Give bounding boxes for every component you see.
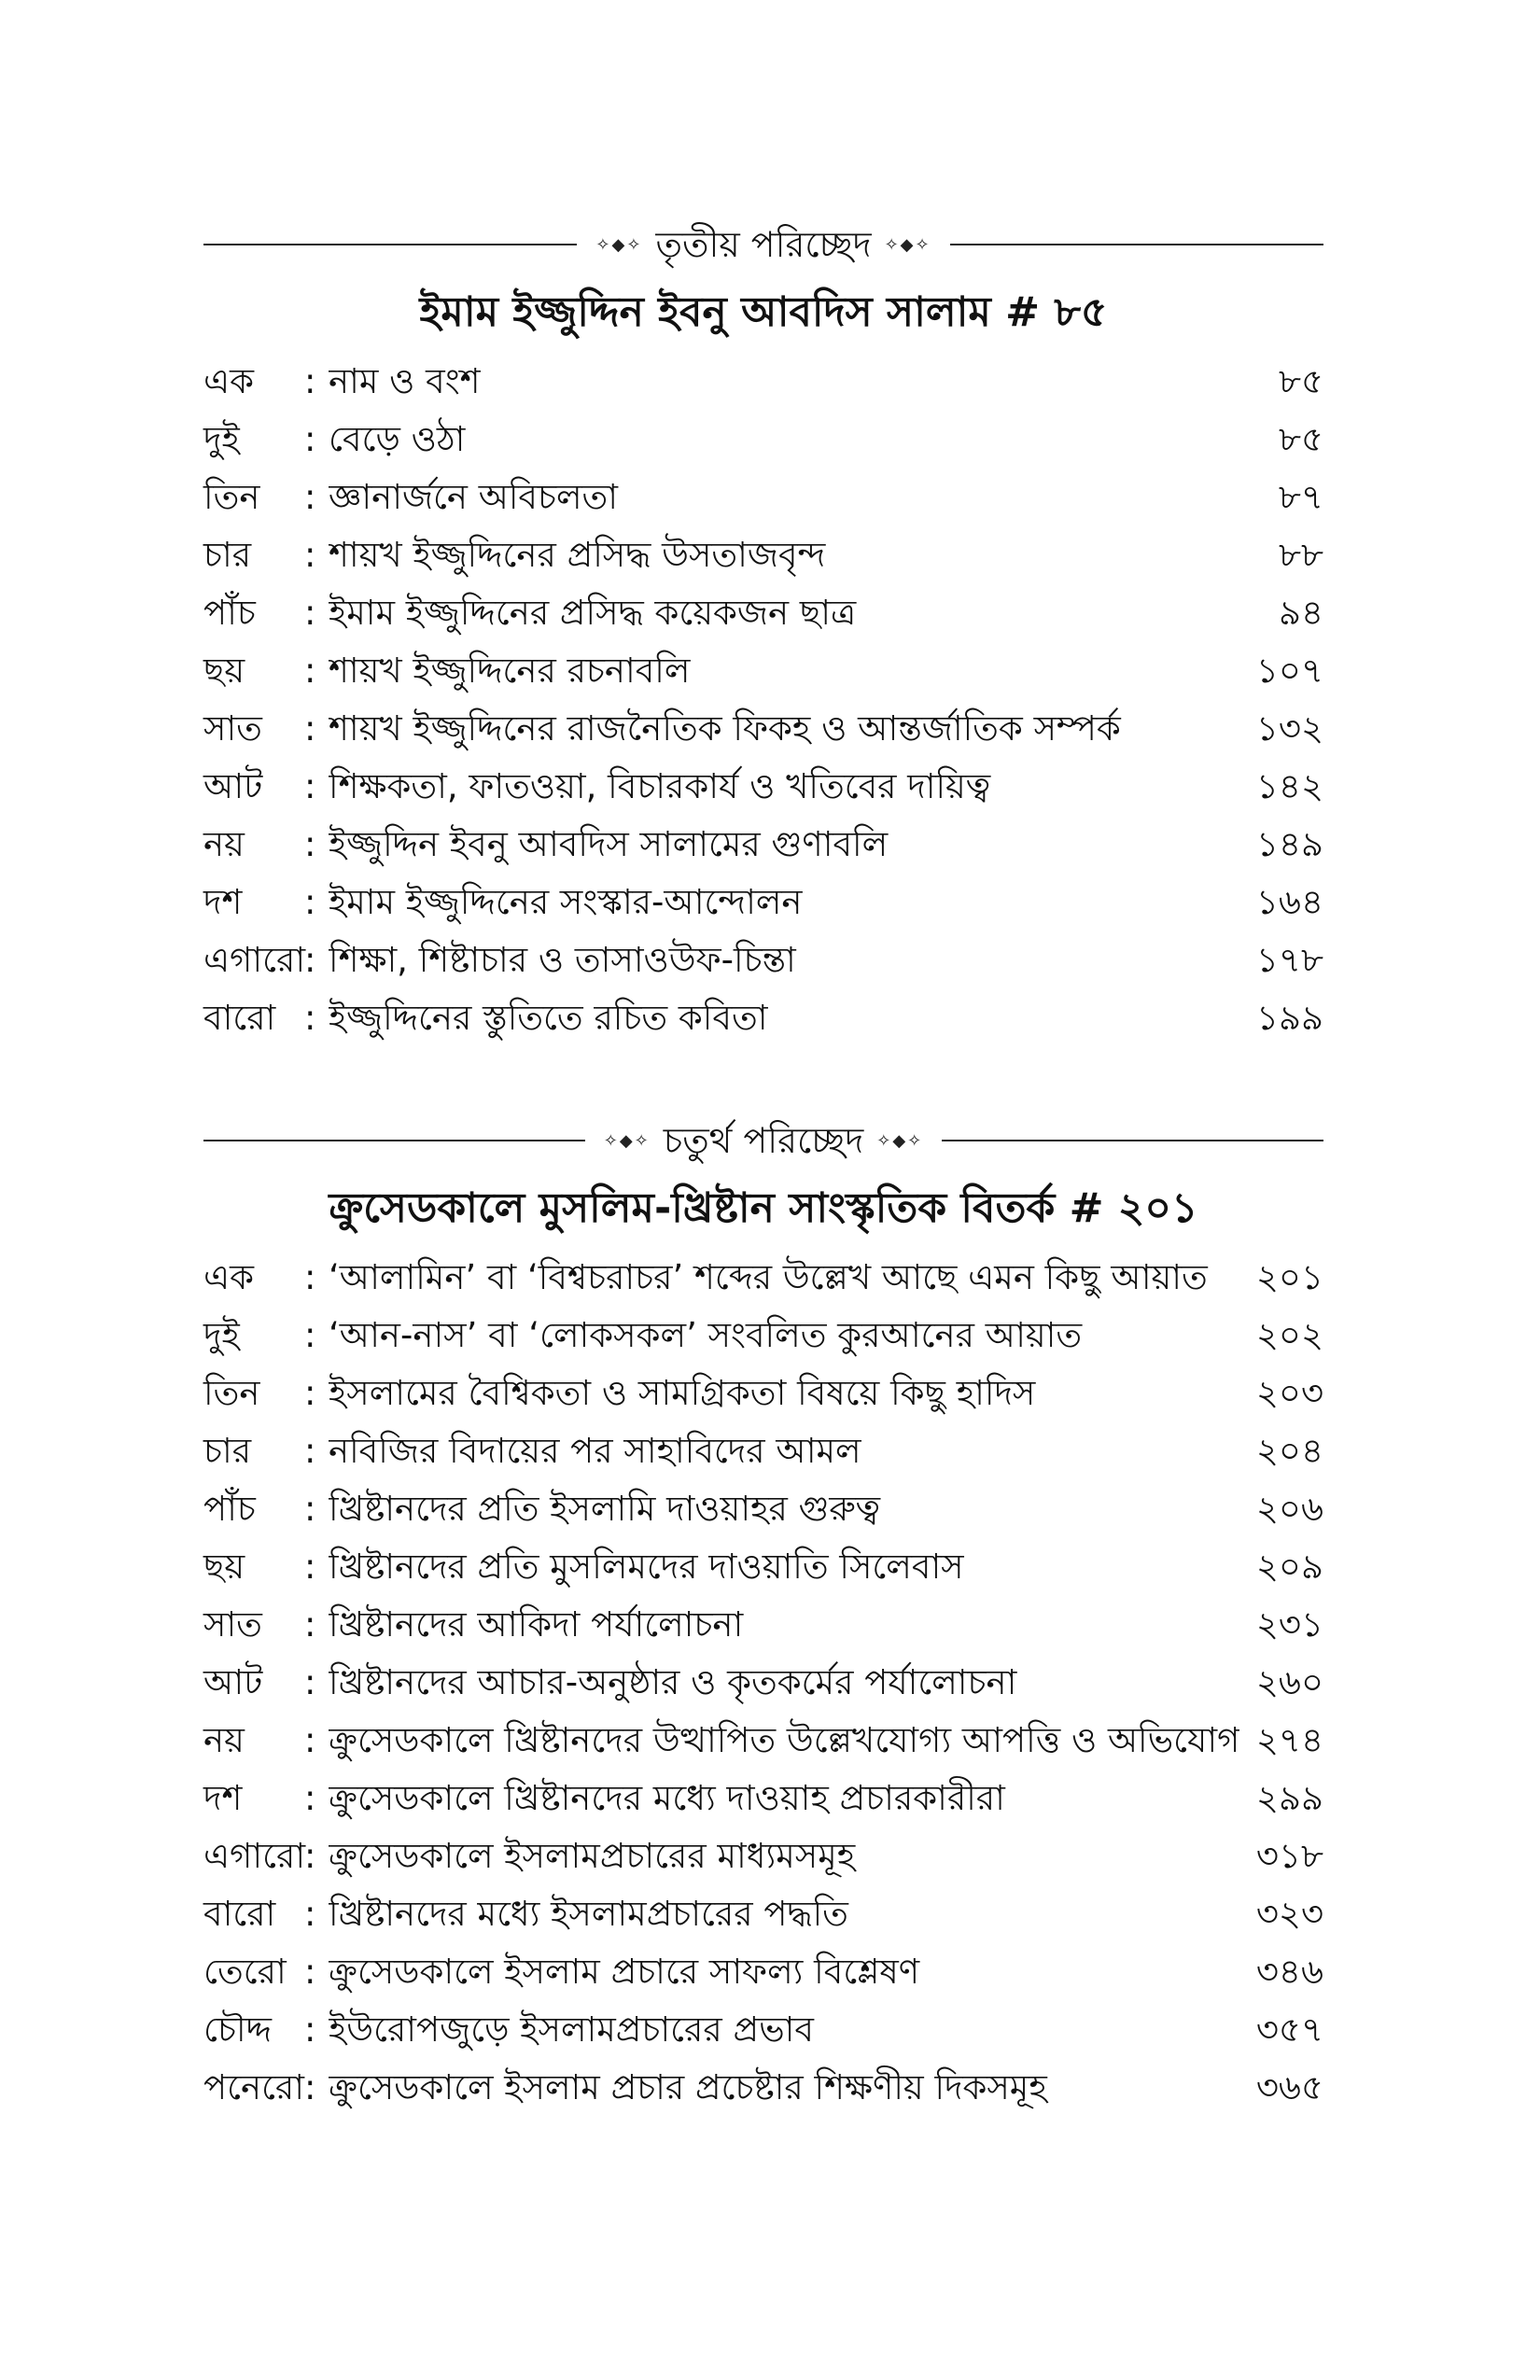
entry-page-number: ৩৫৭ — [1255, 2009, 1323, 2050]
entry-title: ক্রুসেডকালে ইসলাম প্রচার প্রচেষ্টার শিক্ষণীয় দিকসমূহ — [329, 2067, 1047, 2107]
toc-entry[interactable] — [203, 1654, 1323, 1712]
toc-entry[interactable] — [203, 931, 1323, 989]
entry-title: ক্রুসেডকালে ইসলামপ্রচারের মাধ্যমসমূহ — [329, 1836, 856, 1876]
entry-title: খ্রিষ্টানদের প্রতি মুসলিমদের দাওয়াতি সিলেবাস — [329, 1547, 964, 1587]
entry-title: নবিজির বিদায়ের পর সাহাবিদের আমল — [329, 1431, 861, 1471]
toc-entry[interactable] — [203, 353, 1323, 411]
entry-separator: : — [304, 1894, 316, 1934]
entry-page-number: ২০৩ — [1255, 1373, 1323, 1413]
entry-title: শায়খ ইজ্জুদ্দিনের রাজনৈতিক ফিকহ ও আন্তর্জাতিক সম্পর্ক — [329, 708, 1121, 749]
entry-title: শায়খ ইজ্জুদ্দিনের প্রসিদ্ধ উসতাজবৃন্দ — [329, 535, 826, 575]
chapter-4-section — [203, 1113, 1323, 2117]
entry-page-number: ২০৯ — [1255, 1547, 1323, 1587]
entry-number: চৌদ্দ — [203, 2009, 272, 2050]
entry-number: দুই — [203, 419, 240, 459]
entry-title: শিক্ষকতা, ফাতওয়া, বিচারকার্য ও খতিবের দায়িত্ব — [329, 766, 991, 806]
entry-number: ছয় — [203, 651, 245, 691]
entry-page-number: ৮৫ — [1278, 361, 1323, 401]
chapter-3-title: ইমাম ইজ্জুদ্দিন ইবনু আবদিস সালাম # ৮৫ — [419, 288, 1108, 336]
entry-separator: : — [304, 1373, 316, 1413]
entry-title: ইউরোপজুড়ে ইসলামপ্রচারের প্রভাব — [329, 2009, 814, 2050]
toc-entry[interactable] — [203, 1770, 1323, 1827]
entry-title: জ্ঞানার্জনে অবিচলতা — [329, 477, 619, 517]
entry-number: পনেরো — [203, 2067, 305, 2107]
entry-number: বারো — [203, 998, 276, 1038]
ornament-icon: ✧◆✧ — [876, 1130, 924, 1151]
entry-separator: : — [304, 882, 316, 922]
entry-title: খ্রিষ্টানদের আকিদা পর্যালোচনা — [329, 1604, 744, 1645]
entry-number: তেরো — [203, 1952, 287, 1992]
entry-page-number: ৩৪৬ — [1255, 1952, 1323, 1992]
entry-number: আট — [203, 766, 263, 806]
entry-title: ক্রুসেডকালে খ্রিষ্টানদের মধ্যে দাওয়াহ প্রচারকারীরা — [329, 1778, 1005, 1818]
entry-separator: : — [304, 1662, 316, 1702]
entry-separator: : — [304, 1604, 316, 1645]
entry-title: বেড়ে ওঠা — [329, 419, 466, 459]
entry-page-number: ২৩১ — [1255, 1604, 1323, 1645]
entry-number: এগারো — [203, 940, 306, 980]
entry-page-number: ৩২৩ — [1255, 1894, 1323, 1934]
entry-title: ইমাম ইজ্জুদ্দিনের প্রসিদ্ধ কয়েকজন ছাত্র — [329, 593, 857, 633]
entry-title: নাম ও বংশ — [329, 361, 481, 401]
toc-entry[interactable] — [203, 1307, 1323, 1365]
entry-separator: : — [304, 651, 316, 691]
entry-title: শায়খ ইজ্জুদ্দিনের রচনাবলি — [329, 651, 691, 691]
entry-page-number: ১৪৯ — [1255, 824, 1323, 864]
entry-separator: : — [304, 419, 316, 459]
entry-separator: : — [304, 1836, 316, 1876]
entry-page-number: ১৬৪ — [1255, 882, 1323, 922]
entry-title: খ্রিষ্টানদের আচার-অনুষ্ঠার ও কৃতকর্মের পর্যালোচনা — [329, 1662, 1017, 1702]
entry-separator: : — [304, 2009, 316, 2050]
divider-rule-left — [203, 244, 577, 245]
entry-page-number: ১৯৯ — [1255, 998, 1323, 1038]
ornament-icon: ✧◆✧ — [884, 234, 931, 255]
entry-number: সাত — [203, 708, 262, 749]
entry-number: পাঁচ — [203, 593, 256, 633]
entry-title: ইমাম ইজ্জুদ্দিনের সংস্কার-আন্দোলন — [329, 882, 803, 922]
entry-title: ইজ্জুদ্দিন ইবনু আবদিস সালামের গুণাবলি — [329, 824, 889, 864]
entry-number: চার — [203, 1431, 252, 1471]
entry-page-number: ১০৭ — [1255, 651, 1323, 691]
toc-entry[interactable] — [203, 642, 1323, 700]
ornament-icon: ✧◆✧ — [595, 234, 643, 255]
entry-page-number: ৮৮ — [1278, 535, 1323, 575]
entry-page-number: ১৭৮ — [1255, 940, 1323, 980]
entry-number: সাত — [203, 1604, 262, 1645]
chapter-3-label: তৃতীয় পরিচ্ছেদ — [655, 224, 872, 265]
entry-separator: : — [304, 593, 316, 633]
entry-separator: : — [304, 1952, 316, 1992]
entry-separator: : — [304, 1257, 316, 1297]
entry-page-number: ৩১৮ — [1255, 1836, 1323, 1876]
entry-title: ‘আলামিন’ বা ‘বিশ্বচরাচর’ শব্দের উল্লেখ আছে এমন কিছু আয়াত — [329, 1257, 1208, 1297]
divider-rule-right — [950, 244, 1323, 245]
chapter-3-section — [203, 217, 1323, 1047]
toc-entry[interactable] — [203, 1596, 1323, 1654]
entry-separator: : — [304, 1489, 316, 1529]
entry-number: এগারো — [203, 1836, 306, 1876]
entry-number: আট — [203, 1662, 263, 1702]
entry-title: খ্রিষ্টানদের মধ্যে ইসলামপ্রচারের পদ্ধতি — [329, 1894, 848, 1934]
toc-entry[interactable] — [203, 2001, 1323, 2059]
chapter-3-entries — [203, 353, 1323, 1047]
ornament-icon: ✧◆✧ — [603, 1130, 651, 1151]
entry-number: নয় — [203, 824, 245, 864]
entry-number: দশ — [203, 882, 243, 922]
toc-entry[interactable] — [203, 1827, 1323, 1885]
toc-entry[interactable] — [203, 469, 1323, 526]
chapter-4-title: ক্রুসেডকালে মুসলিম-খ্রিষ্টান সাংস্কৃতিক বিতর্ক # ২০১ — [329, 1184, 1198, 1232]
toc-entry[interactable] — [203, 1422, 1323, 1480]
entry-separator: : — [304, 477, 316, 517]
toc-entry[interactable] — [203, 874, 1323, 931]
entry-separator: : — [304, 1720, 316, 1760]
toc-entry[interactable] — [203, 1885, 1323, 1943]
toc-entry[interactable] — [203, 1712, 1323, 1770]
toc-entry[interactable] — [203, 526, 1323, 584]
toc-entry[interactable] — [203, 758, 1323, 816]
entry-number: বারো — [203, 1894, 276, 1934]
entry-page-number: ২৭৪ — [1255, 1720, 1323, 1760]
entry-separator: : — [304, 1431, 316, 1471]
entry-number: চার — [203, 535, 252, 575]
entry-separator: : — [304, 998, 316, 1038]
entry-page-number: ৮৫ — [1278, 419, 1323, 459]
entry-page-number: ২৬০ — [1255, 1662, 1323, 1702]
entry-number: এক — [203, 1257, 255, 1297]
divider-rule-left — [203, 1140, 585, 1141]
entry-title: ইসলামের বৈশ্বিকতা ও সামগ্রিকতা বিষয়ে কিছু হাদিস — [329, 1373, 1036, 1413]
toc-entry[interactable] — [203, 700, 1323, 758]
entry-separator: : — [304, 1547, 316, 1587]
toc-entry[interactable] — [203, 816, 1323, 874]
entry-separator: : — [304, 535, 316, 575]
entry-number: পাঁচ — [203, 1489, 256, 1529]
chapter-4-label: চতুর্থ পরিচ্ছেদ — [663, 1120, 864, 1161]
entry-page-number: ১৩২ — [1255, 708, 1323, 749]
entry-number: ছয় — [203, 1547, 245, 1587]
toc-entry[interactable] — [203, 411, 1323, 469]
entry-number: দশ — [203, 1778, 243, 1818]
entry-separator: : — [304, 2067, 316, 2107]
toc-entry[interactable] — [203, 584, 1323, 642]
entry-title: শিক্ষা, শিষ্টাচার ও তাসাওউফ-চিন্তা — [329, 940, 796, 980]
chapter-4-divider — [203, 1113, 1323, 1169]
entry-title: ‘আন-নাস’ বা ‘লোকসকল’ সংবলিত কুরআনের আয়াত — [329, 1315, 1083, 1355]
entry-separator: : — [304, 940, 316, 980]
entry-title: ক্রুসেডকালে খ্রিষ্টানদের উত্থাপিত উল্লেখযোগ্য আপত্তি ও অভিযোগ — [329, 1720, 1239, 1760]
entry-page-number: ৩৬৫ — [1255, 2067, 1323, 2107]
divider-rule-right — [942, 1140, 1323, 1141]
toc-entry[interactable] — [203, 989, 1323, 1047]
entry-page-number: ১৪২ — [1255, 766, 1323, 806]
toc-entry[interactable] — [203, 1249, 1323, 1307]
entry-number: এক — [203, 361, 255, 401]
chapter-3-divider — [203, 217, 1323, 273]
entry-page-number: ২০৬ — [1255, 1489, 1323, 1529]
entry-separator: : — [304, 361, 316, 401]
toc-entry[interactable] — [203, 2059, 1323, 2117]
entry-page-number: ৮৭ — [1278, 477, 1323, 517]
toc-entry[interactable] — [203, 1943, 1323, 2001]
entry-title: ইজ্জুদ্দিনের স্তুতিতে রচিত কবিতা — [329, 998, 768, 1038]
entry-page-number: ২০৪ — [1255, 1431, 1323, 1471]
toc-entry[interactable] — [203, 1538, 1323, 1596]
entry-page-number: ২৯৯ — [1255, 1778, 1323, 1818]
toc-entry[interactable] — [203, 1365, 1323, 1422]
chapter-4-entries — [203, 1249, 1323, 2117]
entry-page-number: ৯৪ — [1278, 593, 1323, 633]
entry-number: নয় — [203, 1720, 245, 1760]
entry-title: খ্রিষ্টানদের প্রতি ইসলামি দাওয়াহর গুরুত্ব — [329, 1489, 881, 1529]
entry-separator: : — [304, 708, 316, 749]
entry-number: দুই — [203, 1315, 240, 1355]
entry-number: তিন — [203, 1373, 260, 1413]
entry-separator: : — [304, 824, 316, 864]
entry-page-number: ২০১ — [1255, 1257, 1323, 1297]
entry-separator: : — [304, 1778, 316, 1818]
entry-page-number: ২০২ — [1255, 1315, 1323, 1355]
toc-entry[interactable] — [203, 1480, 1323, 1538]
entry-number: তিন — [203, 477, 260, 517]
entry-separator: : — [304, 1315, 316, 1355]
entry-separator: : — [304, 766, 316, 806]
entry-title: ক্রুসেডকালে ইসলাম প্রচারে সাফল্য বিশ্লেষণ — [329, 1952, 920, 1992]
